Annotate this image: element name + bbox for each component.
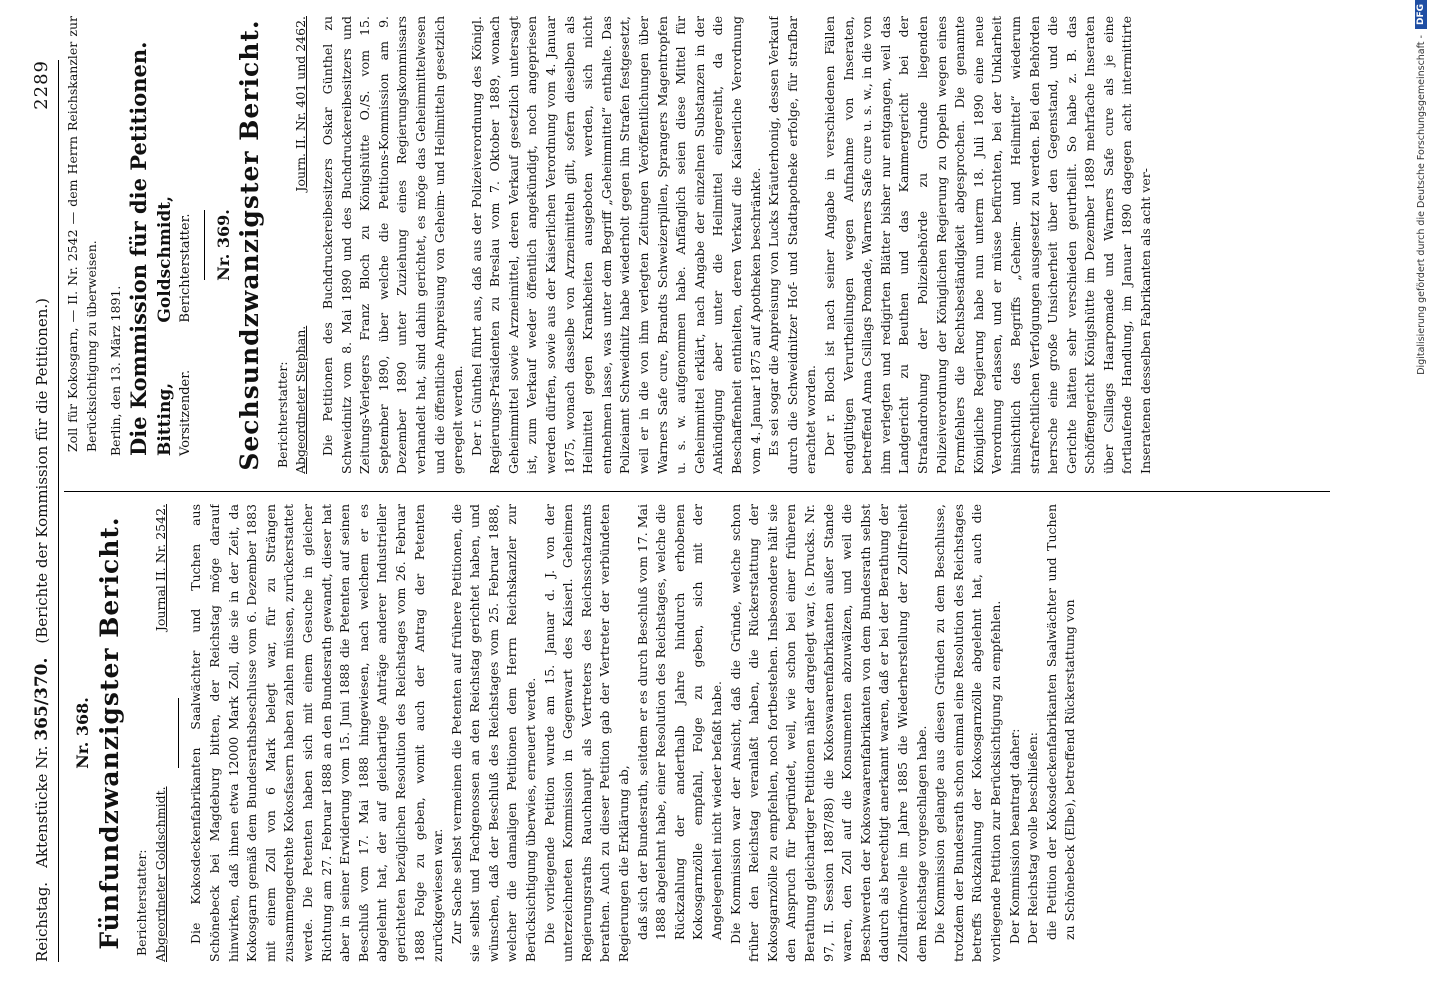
journal-number: Journ. II. Nr. 401 und 2462. [293, 16, 309, 192]
header-reichstag: Reichstag. [32, 881, 51, 962]
header-rule [58, 60, 59, 962]
reporter-sign-name: Goldschmidt, [155, 196, 176, 323]
paragraph: Der r. Bloch ist nach seiner Angabe in verschiedenen Fällen endgültigen Verurtheilungen wegen Aufnahme von Inseraten, betreffend Anna Csillags Pomade, Warners Safe cure u. s. w., in die von ihm verlegten und redigirten Blätter bisher nur entgangen, weil das Landgericht zu Beuthen und das Kammergericht bei der Strafandrohung der Polizeibehörde zu Grunde liegenden Polizeiverordnung der Königlichen Regierung zu Oppeln wegen eines Formfehlers die Rechtsbeständigkeit abgesprochen. Die genannte Königliche Regierung habe nun unterm 18. Juli 1890 eine neue Verordnung erlassen, und er müsse befürchten, bei der Unklarheit hinsichtlich des Begriffs „Geheim- und Heilmittel“ wiederum strafrechtlichen Verfolgungen ausgesetzt zu werden. Bei den Behörden herrsche eine große Unsicherheit über den Gegenstand, und die Gerichte hätten sehr verschieden geurtheilt. So habe z. B. das Schöffengericht Königshütte im Dezember 1889 mehrfache Inseraten über Csillags Haarpomade und Warners Safe cure als je eine fortlaufende Handlung, im Januar 1890 dagegen acht intermittirte Inseratenen desselben Fabrikanten als acht ver- [821, 16, 1154, 474]
digitization-text: Digitalisierung gefördert durch die Deutsche Forschungsgemeinschaft - [1415, 35, 1427, 375]
left-column [64, 504, 1360, 962]
paragraph: Der r. Günthel führt aus, daß aus der Polizeiverordnung des Königl. Regierungs-Präsidenten zu Breslau vom 7. Oktober 1889, wonach Geheimmittel sowie Arzneimittel, deren Verkauf gesetzlich untersagt ist, zum Verkauf weder öffentlich angekündigt, noch angepriesen werden dürfen, sowie aus der Kaiserlichen Verordnung vom 4. Januar 1875, wonach dasselbe von Arzneimitteln gilt, sofern dieselben als Heilmittel gegen Krankheiten ausgeboten werden, sich nicht entnehmen lasse, was unter dem Begriff „Geheimmittel“ enthalte. Das Polizeiamt Schweidnitz habe wiederholt gegen ihn Strafen festgesetzt, weil er in die von ihm verlegten Zeitungen Veröffentlichungen über Warners Safe cure, Brandts Schweizerpillen, Sprangers Magentropfen u. s. w. aufgenommen habe. Anfänglich seien diese Mittel für Geheimmittel erklärt, nach Angabe der einzelnen Substanzen in der Ankündigung aber unter die Heilmittel eingereiht, da die Beschaffenheit enthielten, deren Verkauf die Kaiserliche Verordnung vom 4. Januar 1875 auf Apotheken beschränkte. [468, 16, 763, 474]
paragraph: daß sich der Bundesrath, seitdem er es durch Beschluß vom 17. Mai 1888 abgelehnt habe, einer Resolution des Reichstages, welche die Rückzahlung der anderthalb Jahre hindurch erhobenen Kokosgarnzölle empfahl, Folge zu geben, sich mit der Angelegenheit nicht wieder befaßt habe. [634, 504, 724, 940]
paragraph: Die Petitionen des Buchdruckereibesitzers Oskar Günthel zu Schweidnitz vom 8. Mai 1890 und des Buchdruckereibesitzers und Zeitungs-Verlegers Franz Bloch zu Königshütte O./S. vom 15. September 1890, über welche die Petitions-Kommission am 9. Dezember 1890 unter Zuziehung eines Regierungskommissars verhandelt hat, sind dahin gerichtet, es möge das Geheimmittelwesen und die öffentliche Anpreisung von Geheim- und Heilmitteln gesetzlich geregelt werden. [319, 16, 466, 474]
paragraph: Die vorliegende Petition wurde am 15. Januar d. J. von der unterzeichneten Kommission in Gegenwart des Kaiserl. Geheimen Regierungsraths Rauchhaupt als Vertreters des Reichsschatzamts berathen. Auch zu dieser Petition gab der Vertreter der verbündeten Regierungen die Erklärung ab, [541, 504, 632, 962]
header-aktenstuecke: Aktenstücke Nr. [32, 745, 51, 868]
paragraph: Zur Sache selbst vermeinen die Petenten auf frühere Petitionen, die sie selbst und Fachgenossen an den Reichstag gerichtet haben, und wünschen, daß der Beschluß des Reichstages vom 25. Februar 1888, welcher die damaligen Petitionen dem Herrn Reichskanzler zur Berücksichtigung überwies, erneuert werde. [448, 504, 539, 962]
paragraph: Die Kommission war der Ansicht, daß die Gründe, welche schon früher den Reichstag veranlaßt haben, die Rückerstattung der Kokosgarnzölle zu empfehlen, noch fortbestehen. Insbesondere hält sie den Anspruch für begründet, weil, wie schon bei einer früheren Berathung gleichartiger Petitionen näher dargelegt war, (s. Drucks. Nr. 97, II. Session 1887/88) die Kokoswaarenfabrikanten außer Stande waren, den Zoll auf die Konsumenten abzuwälzen, und weil die Beschwerden der Kokoswaarenfabrikanten von dem Bundesrath selbst dadurch als berechtigt anerkannt waren, daß er bei der Berathung der Zolltarifnovelle im Jahre 1885 die Wiederherstellung der Zollfreiheit dem Reichstage vorgeschlagen habe. [727, 504, 929, 962]
chair-role: Vorsitzender. [177, 369, 193, 456]
signatures [156, 16, 195, 456]
reporter-name: Abgeordneter Goldschmidt. [152, 786, 168, 962]
divider [204, 210, 205, 280]
page-number: 2289 [30, 60, 52, 110]
column-separator [64, 491, 1330, 492]
paragraph: die Petition der Kokosdeckenfabrikanten Saalwächter und Tuchen zu Schönebeck (Elbe), betreffend Rückerstattung von [1043, 504, 1078, 940]
reporter-label: Berichterstatter: [274, 361, 290, 468]
reporter-sign-role: Berichterstatter. [177, 213, 193, 323]
reporter-name: Abgeordneter Stephan. [293, 325, 309, 474]
reporter-signature [156, 196, 195, 323]
paragraph: Die Kommission gelangte aus diesen Gründen zu dem Beschlusse, trotzdem der Bundesrath schon einmal eine Resolution des Reichstages betreffs Rückzahlung der Kokosgarnzölle abgelehnt hat, auch die vorliegende Petition zur Berücksichtigung zu empfehlen. [932, 504, 1003, 962]
journal-number: Journal II. Nr. 2542. [152, 504, 168, 632]
paragraph: Es sei sogar die Anpreisung von Lucks Kräuterhonig, dessen Verkauf durch die Schweidnitzer Hof- und Stadtapotheke erfolge, für strafbar erachtet worden. [766, 16, 819, 474]
header-numbers: 365/370. [31, 657, 52, 741]
commission-heading: Die Kommission für die Petitionen. [125, 41, 151, 456]
divider [178, 698, 179, 768]
digitization-note [1410, 0, 1432, 1000]
paragraph: Der Kommission beantragt daher: [1006, 728, 1022, 944]
paragraph: Der Reichstag wolle beschließen: [1025, 732, 1041, 944]
reporter-line [292, 16, 311, 474]
report-number: Nr. 368. [73, 697, 92, 769]
report-title: Sechsundzwanzigster Bericht. [235, 19, 265, 471]
chair-name: Bitting, [155, 382, 176, 456]
reporter-label: Berichterstatter: [134, 849, 150, 956]
dfg-badge: DFG [1415, 0, 1427, 29]
report-title: Fünfundzwanzigster Bericht. [94, 516, 124, 950]
paragraph: Die Kokosdeckenfabrikanten Saalwächter und Tuchen aus Schönebeck bei Magdeburg bitten, der Reichstag möge darauf hinwirken, daß ihnen etwa 12000 Mark Zoll, die sie in der Zeit, da Kokosgarn gemäß dem Bundesrathsbeschlusse vom 6. Dezember 1883 mit einem Zoll von 6 Mark belegt war, für zu Strängen zusammengedrehte Kokosfasern haben zahlen müssen, zurückerstattet werde. Die Petenten haben sich mit einem Gesuche in gleicher Richtung am 27. Februar 1888 an den Bundesrath gewandt, dieser hat aber in seiner Erwiderung vom 15. Juni 1888 die Petenten auf seinen Beschluß vom 17. Mai 1888 hingewiesen, nach welchem er es abgelehnt hat, der auf gleichartige Anträge anderer Industrieller gerichteten bezüglichen Resolution des Reichstages vom 26. Februar 1888 Folge zu geben, womit auch der Antrag der Petenten zurückgewiesen war. [188, 504, 446, 962]
date-line: Berlin, den 13. März 1891. [108, 285, 124, 456]
report-number: Nr. 369. [213, 209, 233, 281]
chair-signature [156, 370, 195, 456]
continuation-text: Zoll für Kokosgarn, — II. Nr. 2542 — dem Herrn Reichskanzler zur Berücksichtigung zu überweisen. [65, 16, 99, 452]
right-column [64, 16, 1360, 474]
running-header [30, 60, 54, 962]
header-section: (Berichte der Kommission für die Petitionen.) [32, 298, 51, 644]
reporter-line [152, 504, 171, 962]
